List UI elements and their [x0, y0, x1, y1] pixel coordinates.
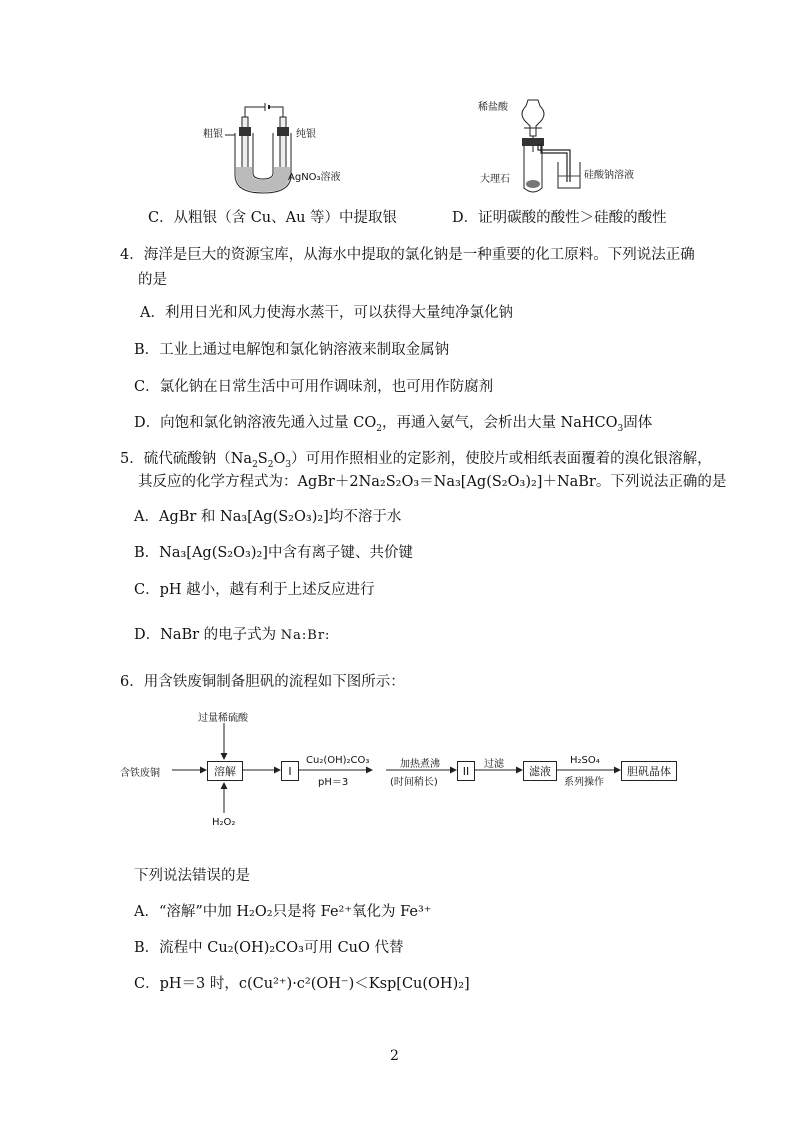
q6-option-a: A．“溶解”中加 H₂O₂只是将 Fe²⁺氧化为 Fe³⁺	[134, 904, 432, 920]
q4-d-part2: ，再通入氨气，会析出大量 NaHCO	[381, 415, 618, 431]
u-tube-diagram	[195, 95, 365, 210]
nabr-electron-formula: Na:Br:	[280, 628, 331, 643]
figure-c-electrolysis	[195, 95, 365, 210]
q4-stem-line2: 的是	[138, 272, 167, 288]
flow-input-label: 含铁废铜	[120, 768, 160, 779]
q5-option-b: B．Na₃[Ag(S₂O₃)₂]中含有离子键、共价键	[134, 545, 413, 561]
q5-stem-line1: 5．硫代硫酸钠$(Na_2S_2O_3)$可用作照相业的定影剂，使胶片或相纸表面覆着的溴化银溶解，	[120, 451, 712, 470]
flow-arrow1-top: Cu₂(OH)₂CO₃	[306, 755, 370, 766]
label-crude-silver: 粗银	[203, 129, 223, 140]
q6-option-c: C．pH＝3 时，c(Cu²⁺)·c²(OH⁻)＜Ksp[Cu(OH)₂]	[134, 976, 470, 992]
flow-box-1: I	[281, 761, 299, 781]
label-sodium-silicate: 硅酸钠溶液	[584, 170, 634, 181]
flow-arrow2-bottom: (时间稍长)	[390, 777, 438, 788]
label-agno3-solution: AgNO₃溶液	[288, 172, 341, 183]
flow-dissolve-box: 溶解	[207, 761, 243, 781]
figure-c-caption: C．从粗银（含 Cu、Au 等）中提取银	[148, 210, 398, 226]
q4-option-d: D．向饱和氯化钠溶液先通入过量 $CO_2$，再通入氨气，会析出大量 NaHCO$_3$固体	[134, 415, 653, 434]
flow-arrow1-bottom: pH＝3	[318, 777, 349, 788]
q6-option-b: B．流程中 Cu₂(OH)₂CO₃可用 CuO 代替	[134, 940, 404, 956]
q4-option-a: A．利用日光和风力使海水蒸干，可以获得大量纯净氯化钠	[140, 305, 513, 321]
q5-option-a: A．AgBr 和 Na₃[Ag(S₂O₃)₂]均不溶于水	[134, 509, 402, 525]
q4-option-b: B．工业上通过电解饱和氯化钠溶液来制取金属钠	[134, 342, 450, 358]
flow-arrow2-top: 加热煮沸	[400, 759, 440, 770]
page-number: 2	[390, 1048, 399, 1064]
figure-d-apparatus	[480, 92, 670, 200]
q4-option-c: C．氯化钠在日常生活中可用作调味剂，也可用作防腐剂	[134, 379, 494, 395]
flow-arrow4-bottom: 系列操作	[564, 777, 604, 788]
flow-box-2: II	[457, 761, 475, 781]
flow-arrow3-top: 过滤	[484, 759, 504, 770]
label-dilute-hcl: 稀盐酸	[478, 102, 508, 113]
q4-d-part3: 固体	[623, 415, 653, 431]
q5-stem-line2: 其反应的化学方程式为：AgBr＋2Na₂S₂O₃＝Na₃[Ag(S₂O₃)₂]＋NaBr。下列说法正确的是	[138, 474, 727, 490]
flow-filtrate-box: 滤液	[523, 761, 557, 781]
flow-chart	[118, 705, 718, 835]
flow-arrow4-top: H₂SO₄	[570, 755, 600, 766]
q4-stem-line1: 4．海洋是巨大的资源宝库，从海水中提取的氯化钠是一种重要的化工原料。下列说法正确	[120, 247, 695, 263]
q4-d-part1: D．向饱和氯化钠溶液先通入过量 CO	[134, 415, 377, 431]
q6-sub-stem: 下列说法错误的是	[134, 868, 250, 884]
label-pure-silver: 纯银	[296, 129, 316, 140]
q5-stem-part1: 5．硫代硫酸钠（Na	[120, 451, 253, 467]
q5-option-d	[134, 625, 330, 646]
figure-d-caption: D．证明碳酸的酸性＞硅酸的酸性	[452, 210, 667, 226]
q6-stem: 6．用含铁废铜制备胆矾的流程如下图所示：	[120, 674, 405, 690]
flow-bottom-reagent: H₂O₂	[212, 817, 236, 828]
q5-option-c: C．pH 越小，越有利于上述反应进行	[134, 582, 375, 598]
flow-product-box: 胆矾晶体	[621, 761, 677, 781]
q5-stem-part2: ）可用作照相业的定影剂，使胶片或相纸表面覆着的溴化银溶解，	[291, 451, 712, 467]
flow-top-reagent: 过量稀硫酸	[198, 713, 248, 724]
label-marble: 大理石	[480, 174, 510, 185]
q5-d-text: D．NaBr 的电子式为	[134, 627, 277, 643]
